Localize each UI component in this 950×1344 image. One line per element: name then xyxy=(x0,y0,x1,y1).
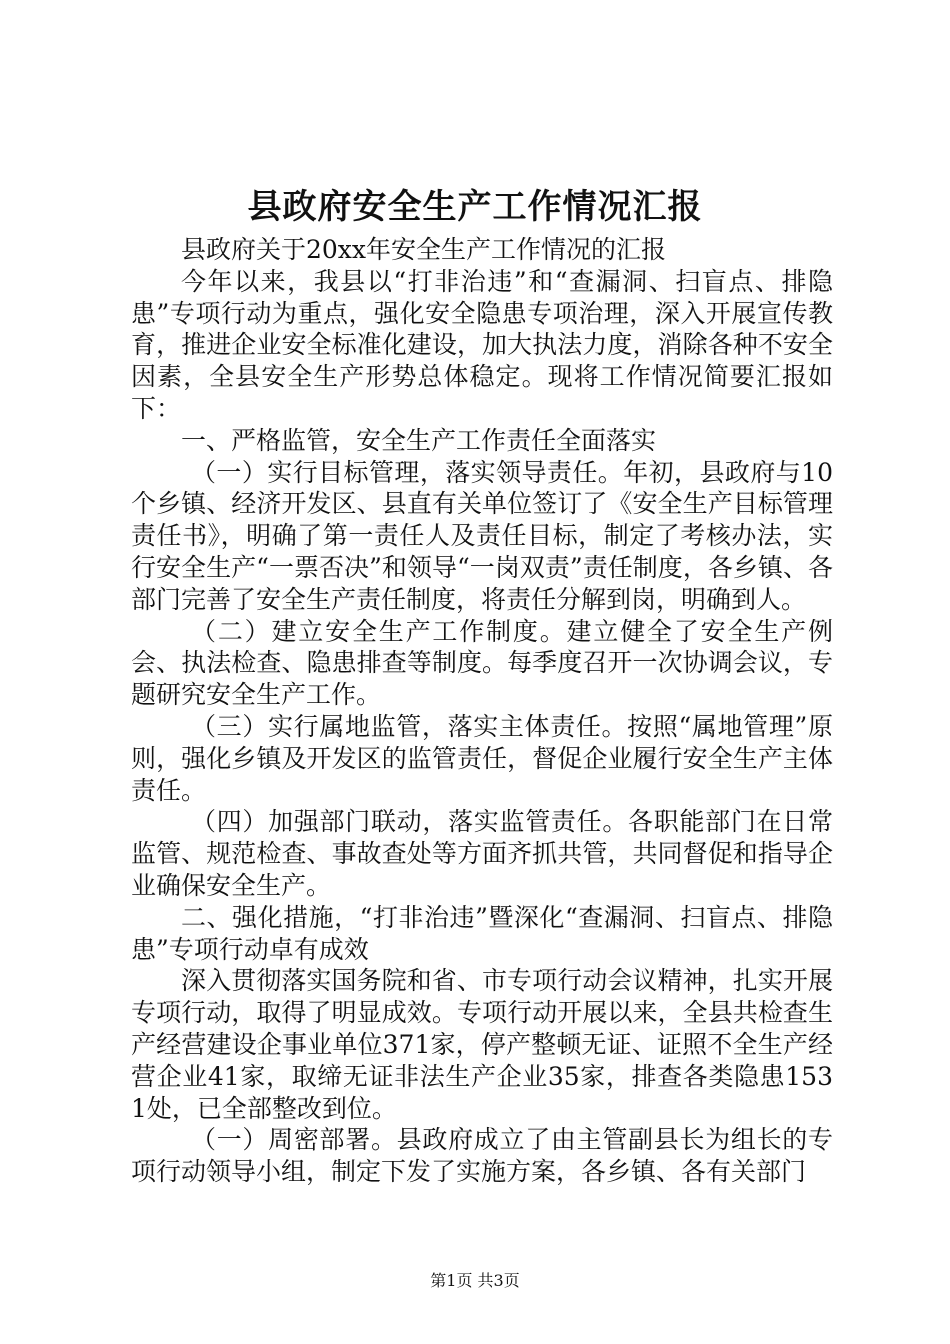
paragraph: 今年以来，我县以“打非治违”和“查漏洞、扫盲点、排隐患”专项行动为重点，强化安全隐患专项治理，深入开展宣传教育，推进企业安全标准化建设，加大执法力度，消除各种不安全因素，全县安全生产形势总体稳定。现将工作情况简要汇报如下： xyxy=(131,266,833,423)
document-title: 县政府安全生产工作情况汇报 xyxy=(247,187,703,227)
document-body xyxy=(131,234,833,1188)
section-heading: 二、强化措施，“打非治违”暨深化“查漏洞、扫盲点、排隐患”专项行动卓有成效 xyxy=(131,902,833,964)
section-heading: 一、严格监管，安全生产工作责任全面落实 xyxy=(181,425,657,455)
paragraph: （四）加强部门联动，落实监管责任。各职能部门在日常监管、规范检查、事故查处等方面齐抓共管，共同督促和指导企业确保安全生产。 xyxy=(131,807,833,900)
page-number-footer: 第1页 共3页 xyxy=(430,1271,520,1290)
paragraph: （一）周密部署。县政府成立了由主管副县长为组长的专项行动领导小组，制定下发了实施方案，各乡镇、各有关部门 xyxy=(131,1125,833,1187)
paragraph: （一）实行目标管理，落实领导责任。年初，县政府与10个乡镇、经济开发区、县直有关单位签订了《安全生产目标管理责任书》，明确了第一责任人及责任目标，制定了考核办法，实行安全生产“一票否决”和领导“一岗双责”责任制度，各乡镇、各部门完善了安全生产责任制度，将责任分解到岗，明确到人。 xyxy=(131,457,833,614)
paragraph: 县政府关于20xx年安全生产工作情况的汇报 xyxy=(181,235,667,264)
paragraph: （二）建立安全生产工作制度。建立健全了安全生产例会、执法检查、隐患排查等制度。每季度召开一次协调会议，专题研究安全生产工作。 xyxy=(131,616,833,710)
paragraph: （三）实行属地监管，落实主体责任。按照“属地管理”原则，强化乡镇及开发区的监管责任，督促企业履行安全生产主体责任。 xyxy=(131,711,833,805)
paragraph: 深入贯彻落实国务院和省、市专项行动会议精神，扎实开展专项行动，取得了明显成效。专项行动开展以来，全县共检查生产经营建设企事业单位371家，停产整顿无证、证照不全生产经营企业41家，取缔无证非法生产企业35家，排查各类隐患1531处，已全部整改到位。 xyxy=(131,966,833,1123)
